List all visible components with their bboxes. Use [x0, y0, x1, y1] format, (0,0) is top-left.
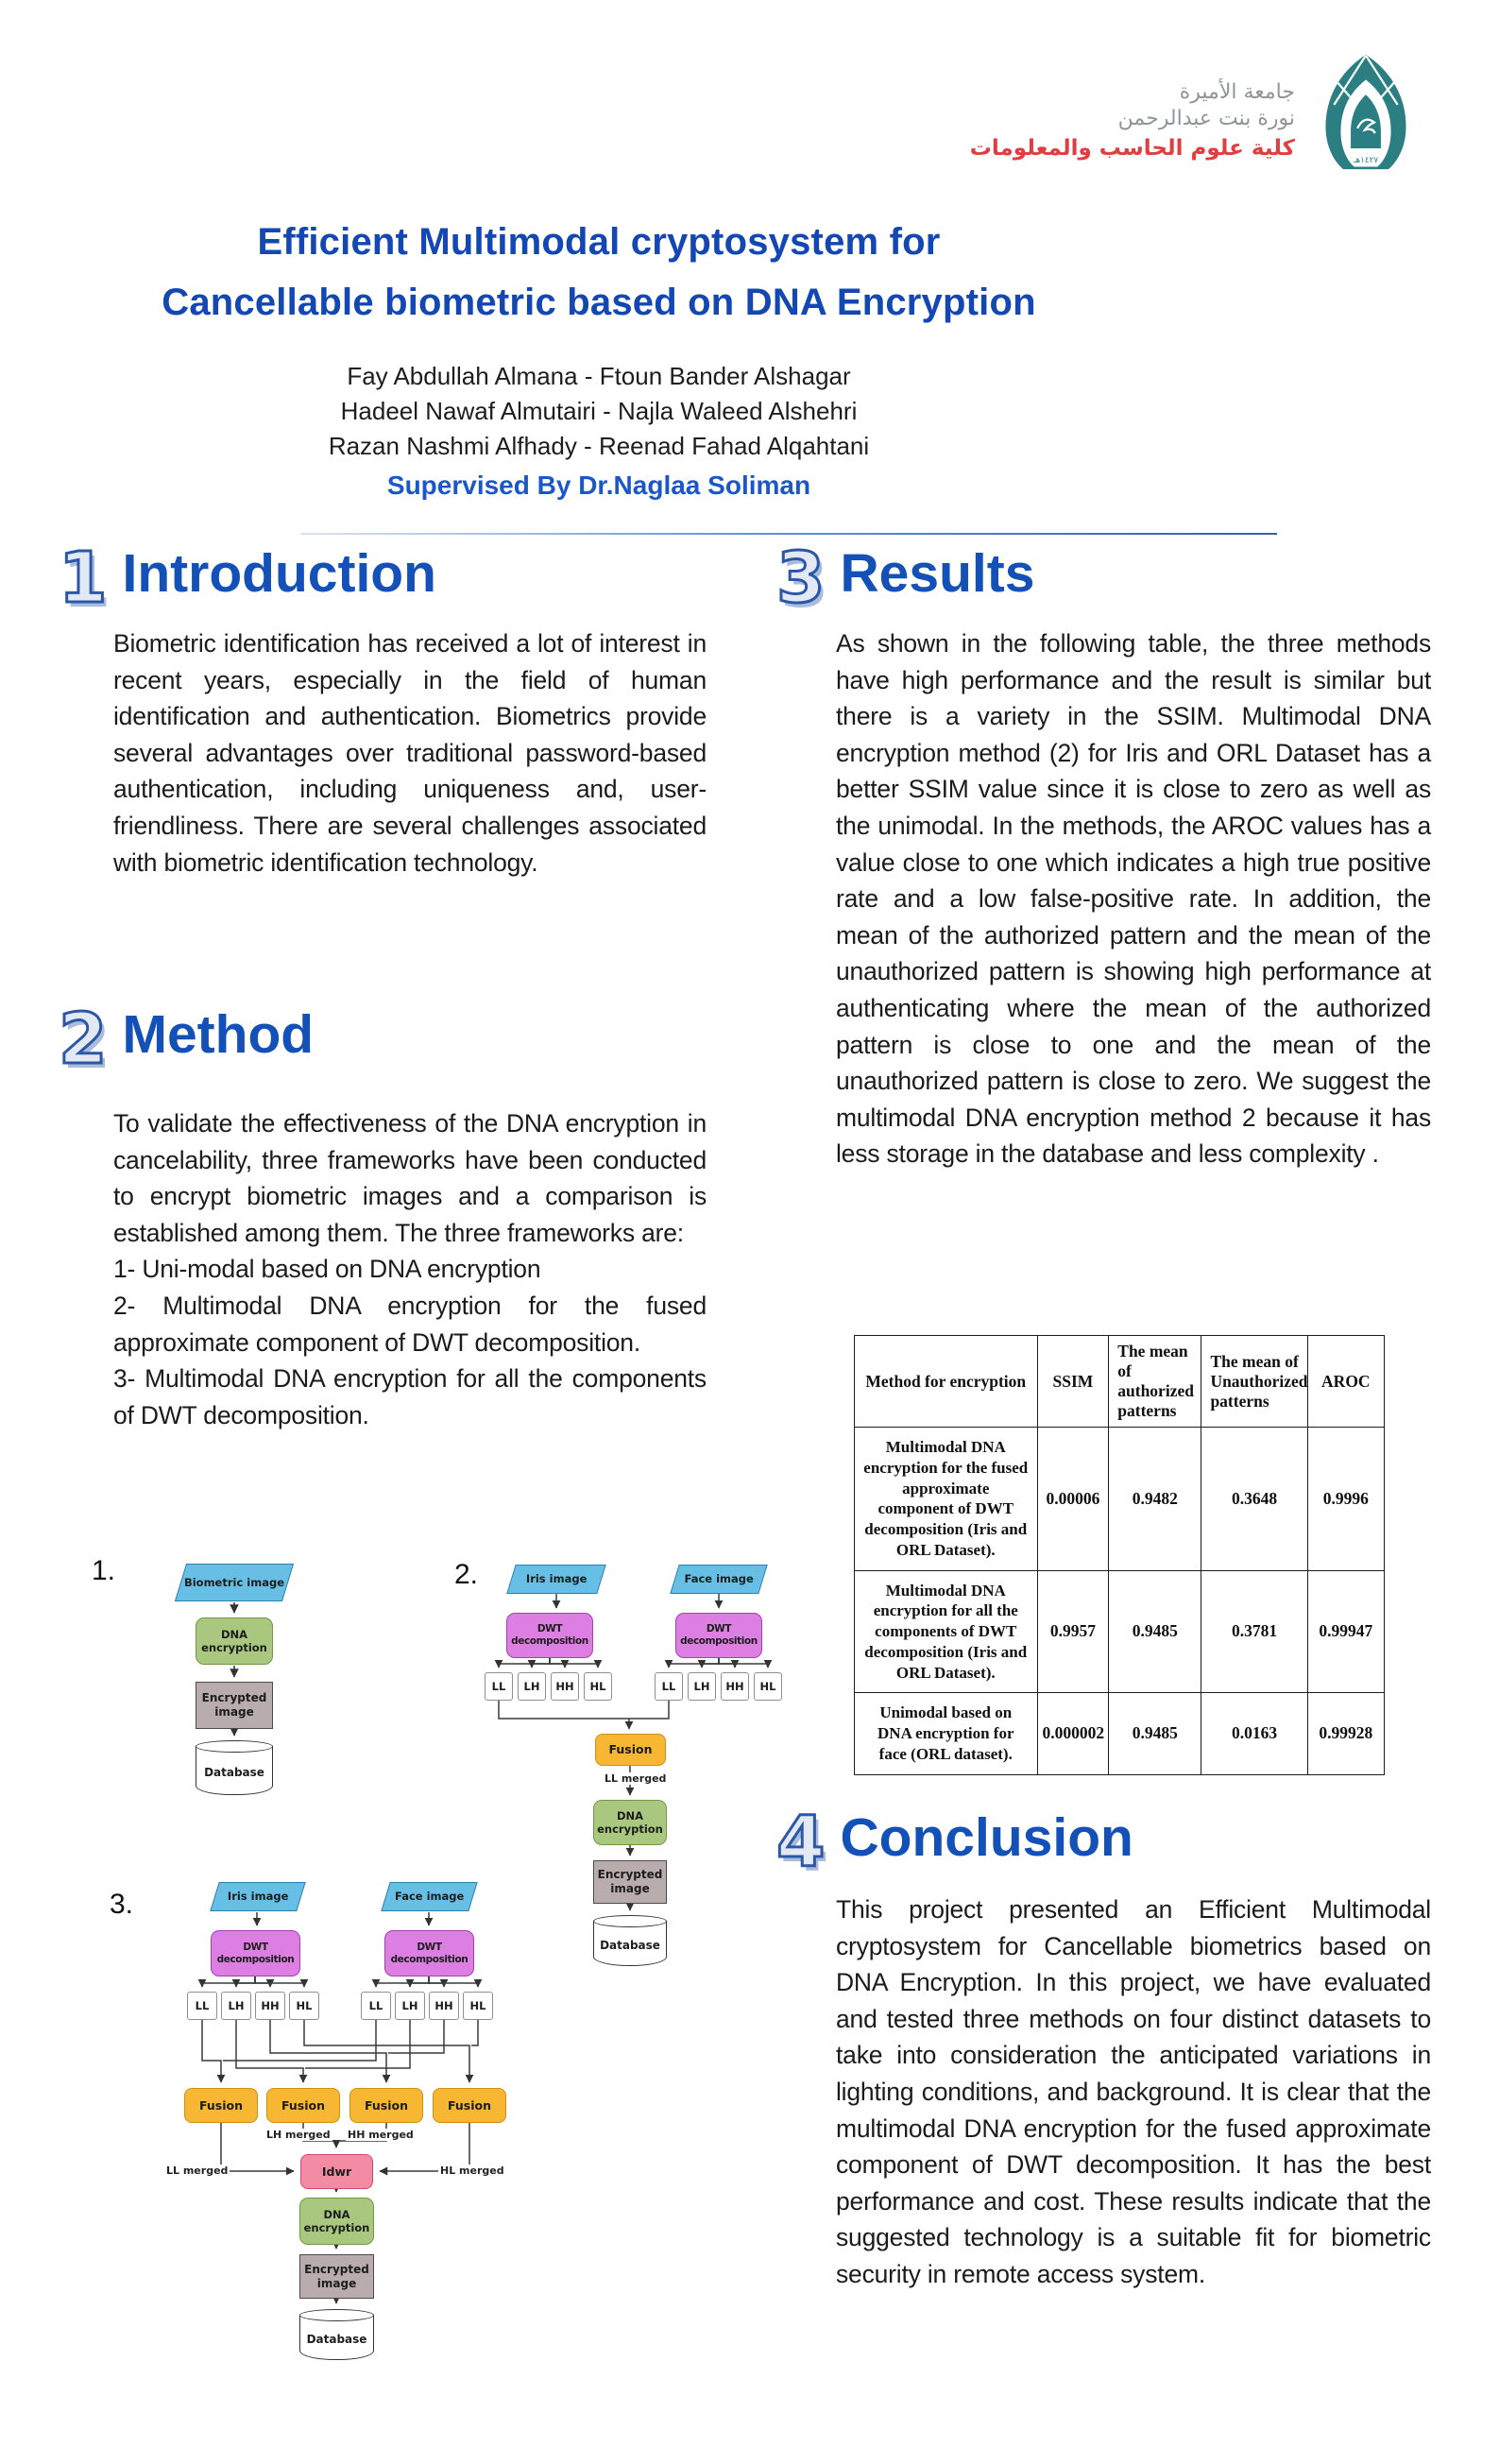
flow-node-database: Database	[196, 1740, 273, 1795]
section-number-1: 1	[59, 538, 108, 619]
flow-node-dwt-decomposition: DWT decomposition	[506, 1613, 593, 1658]
cell-method: Unimodal based on DNA encryption for face (ORL dataset).	[855, 1693, 1038, 1774]
cell-ssim: 0.000002	[1037, 1693, 1109, 1774]
flow-node-dwt-decomposition: DWT decomposition	[211, 1930, 300, 1976]
cell-mean-unauthorized: 0.3648	[1201, 1428, 1307, 1571]
cell-method: Multimodal DNA encryption for the fused approximate component of DWT decomposition (Iris and ORL Dataset).	[855, 1428, 1038, 1571]
cell-mean-authorized: 0.9485	[1109, 1570, 1201, 1693]
table-header-row	[855, 1336, 1385, 1428]
cell-aroc: 0.99928	[1307, 1693, 1384, 1774]
wire-label-lh-merged: LH merged	[266, 2129, 331, 2141]
col-header-mean-unauthorized: The mean of Unauthorized patterns	[1201, 1336, 1307, 1428]
flow-node-ll: LL	[187, 1992, 217, 2020]
flow-node-lh: LH	[221, 1992, 251, 2020]
flow-node-hl: HL	[463, 1992, 493, 2020]
cell-mean-unauthorized: 0.0163	[1201, 1693, 1307, 1774]
cell-method: Multimodal DNA encryption for all the components of DWT decomposition (Iris and ORL Dataset).	[855, 1570, 1038, 1693]
flow-node-encrypted-image: Encrypted image	[593, 1860, 667, 1904]
col-header-method: Method for encryption	[855, 1336, 1038, 1428]
cell-mean-authorized: 0.9482	[1109, 1428, 1201, 1571]
col-header-ssim: SSIM	[1037, 1336, 1109, 1428]
flow-node-dna-encryption: DNA encryption	[196, 1617, 273, 1665]
conclusion-paragraph: This project presented an Efficient Multimodal cryptosystem for Cancellable biometrics based on DNA Encryption. In this project, we have evaluated and tested three methods on four distinct datasets to take into consideration the anticipated variations in lighting conditions, and background. It is clear that the multimodal DNA encryption for the fused approximate component of DWT decomposition. It has the best performance and cost. These results indicate that the suggested technology is a suitable fit for biometric security in remote access system.	[836, 1895, 1431, 2288]
flow-node-fusion: Fusion	[266, 2088, 340, 2123]
university-name-line2: نورة بنت عبدالرحمن	[1117, 106, 1295, 130]
flow-node-fusion: Fusion	[595, 1734, 666, 1766]
flowchart-unimodal	[90, 1549, 316, 1833]
method-paragraph: To validate the effectiveness of the DNA encryption in cancelability, three frameworks have been conducted to encrypt biometric images and a comparison is established among them. The three frameworks are:	[113, 1109, 707, 1247]
cell-aroc: 0.99947	[1307, 1570, 1384, 1693]
flow-node-face-image: Face image	[670, 1565, 767, 1594]
col-header-mean-authorized: The mean of authorized patterns	[1109, 1336, 1201, 1428]
author-line: Fay Abdullah Almana - Ftoun Bander Alshagar	[347, 362, 851, 390]
flow-node-lh: LH	[395, 1992, 425, 2020]
method-item-1: 1- Uni-modal based on DNA encryption	[113, 1255, 541, 1284]
figure-label-3: 3.	[110, 1889, 134, 1920]
author-line: Razan Nashmi Alfhady - Reenad Fahad Alqahtani	[328, 432, 870, 460]
cell-mean-unauthorized: 0.3781	[1201, 1570, 1307, 1693]
flow-node-hh: HH	[721, 1672, 749, 1701]
wire-label-ll-merged: LL merged	[605, 1772, 667, 1785]
flow-node-hh: HH	[429, 1992, 459, 2020]
table-row	[855, 1570, 1385, 1693]
flow-node-ll: LL	[361, 1992, 391, 2020]
results-table	[854, 1335, 1385, 1775]
flow-node-hl: HL	[754, 1672, 782, 1701]
introduction-paragraph: Biometric identification has received a lot of interest in recent years, especially in the field of human identification and authentication. Biometrics provide several advantages over traditional password-based authentication, including uniqueness and, user-friendliness. There are several challenges associated with biometric identification technology.	[113, 629, 707, 877]
university-name-line1: جامعة الأميرة	[1179, 80, 1295, 104]
flow-node-iris-image: Iris image	[210, 1882, 305, 1911]
poster-title-line2: Cancellable biometric based on DNA Encryption	[162, 282, 1036, 323]
table-row	[855, 1693, 1385, 1774]
college-name: كلية علوم الحاسب والمعلومات	[969, 135, 1295, 161]
flow-node-fusion: Fusion	[433, 2088, 506, 2123]
section-number-3: 3	[776, 538, 826, 619]
section-introduction-header	[59, 538, 436, 619]
cell-ssim: 0.00006	[1037, 1428, 1109, 1571]
flow-node-idwr: Idwr	[300, 2154, 373, 2189]
flow-node-database: Database	[299, 2309, 374, 2360]
results-body	[836, 625, 1431, 1172]
cell-mean-authorized: 0.9485	[1109, 1693, 1201, 1774]
flow-node-biometric-image: Biometric image	[175, 1564, 294, 1601]
section-conclusion-header	[776, 1802, 1133, 1883]
flow-node-hh: HH	[255, 1992, 285, 2020]
poster-title-line1: Efficient Multimodal cryptosystem for	[257, 221, 941, 263]
figure-label-2: 2.	[454, 1559, 479, 1590]
flow-node-encrypted-image: Encrypted image	[196, 1682, 273, 1729]
cell-ssim: 0.9957	[1037, 1570, 1109, 1693]
flowchart-multimodal-all	[104, 1875, 510, 2367]
results-paragraph: As shown in the following table, the three methods have high performance and the result is similar but there is a variety in the SSIM. Multimodal DNA encryption method (2) for Iris and ORL Dataset has a better SSIM value since it is close to zero as well as the unimodal. In the methods, the AROC values has a value close to one which indicates a high true positive rate and a low false-positive rate. In addition, the mean of the authorized pattern and the mean of the unauthorized pattern is showing high performance at authenticating where the mean of the authorized pattern is close to one and the mean of the unauthorized pattern is close to zero. We suggest the multimodal DNA encryption method 2 because it has less storage in the database and less complexity .	[836, 629, 1431, 1169]
section-title-method: Method	[122, 1004, 315, 1065]
section-number-2: 2	[59, 999, 108, 1080]
flow-node-encrypted-image: Encrypted image	[299, 2254, 374, 2299]
logo-year: ١٤٢٧هـ	[1353, 156, 1379, 166]
section-method-header	[59, 999, 315, 1080]
supervisor-line: Supervised By Dr.Naglaa Soliman	[386, 471, 811, 500]
poster-title	[0, 212, 1198, 333]
wire-label-hh-merged: HH merged	[348, 2129, 414, 2141]
flow-node-ll: LL	[485, 1672, 513, 1701]
section-results-header	[776, 538, 1035, 619]
flow-node-database: Database	[593, 1915, 667, 1966]
university-logo-icon	[1310, 53, 1422, 170]
flow-node-dwt-decomposition: DWT decomposition	[675, 1613, 762, 1658]
authors-block	[0, 359, 1198, 503]
wire-label-hl-merged: HL merged	[440, 2165, 504, 2177]
section-title-results: Results	[840, 543, 1035, 604]
flow-node-hl: HL	[289, 1992, 319, 2020]
flow-node-face-image: Face image	[381, 1882, 477, 1911]
flow-node-fusion: Fusion	[349, 2088, 423, 2123]
flow-node-dna-encryption: DNA encryption	[299, 2198, 374, 2245]
flow-node-lh: LH	[688, 1672, 716, 1701]
method-item-3: 3- Multimodal DNA encryption for all the components of DWT decomposition.	[113, 1364, 707, 1429]
introduction-body	[113, 625, 707, 881]
flow-node-iris-image: Iris image	[506, 1565, 605, 1594]
university-logo-text	[970, 79, 1295, 163]
wire-label-ll-merged: LL merged	[166, 2165, 229, 2177]
col-header-aroc: AROC	[1307, 1336, 1384, 1428]
flow-node-lh: LH	[518, 1672, 546, 1701]
flow-node-dwt-decomposition: DWT decomposition	[384, 1930, 474, 1976]
table-row	[855, 1428, 1385, 1571]
flow-node-fusion: Fusion	[184, 2088, 258, 2123]
flow-node-hh: HH	[551, 1672, 579, 1701]
method-body	[113, 1105, 707, 1433]
flow-node-ll: LL	[655, 1672, 683, 1701]
author-line: Hadeel Nawaf Almutairi - Najla Waleed Alshehri	[340, 397, 858, 425]
section-title-introduction: Introduction	[122, 543, 436, 604]
cell-aroc: 0.9996	[1307, 1428, 1384, 1571]
section-title-conclusion: Conclusion	[840, 1807, 1133, 1868]
header-divider	[300, 533, 1277, 535]
figure-label-1: 1.	[92, 1555, 116, 1586]
flow-node-hl: HL	[584, 1672, 612, 1701]
conclusion-body	[836, 1891, 1431, 2293]
section-number-4: 4	[776, 1802, 826, 1883]
flow-node-dna-encryption: DNA encryption	[593, 1800, 667, 1845]
method-item-2: 2- Multimodal DNA encryption for the fused approximate component of DWT decomposition.	[113, 1291, 707, 1357]
